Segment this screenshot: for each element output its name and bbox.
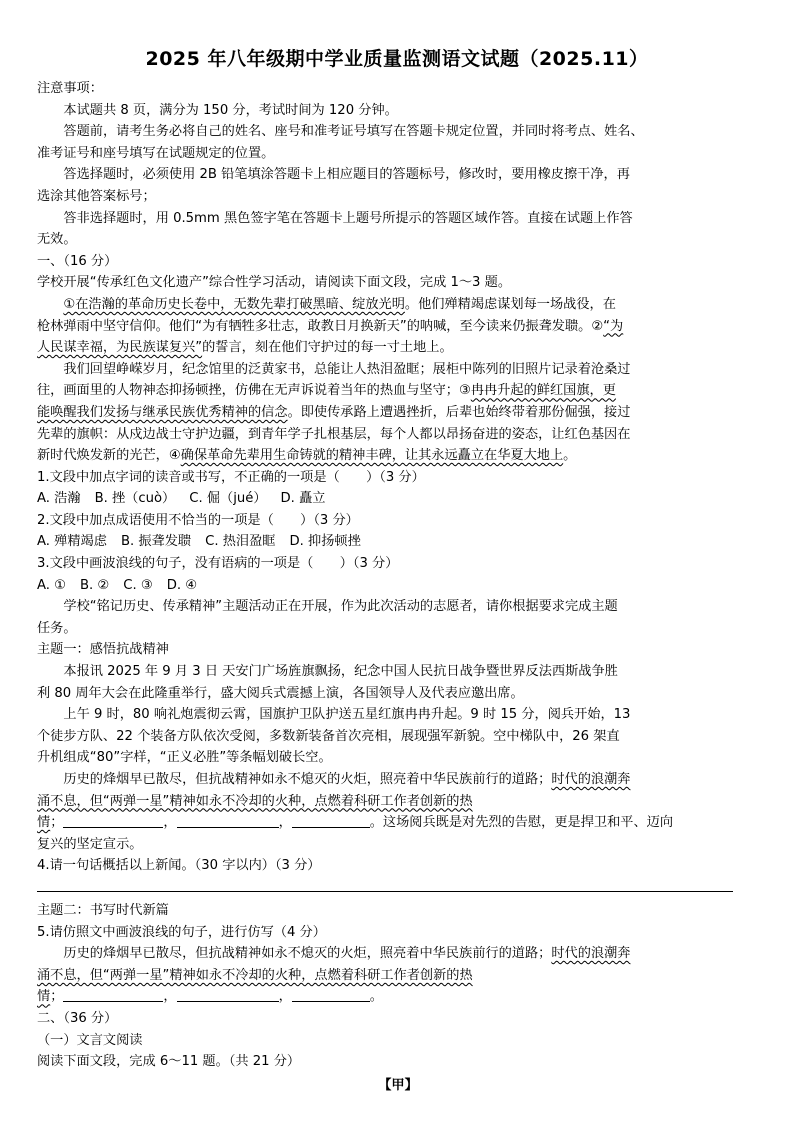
news-line-7 — [37, 791, 759, 813]
wavy-sentence-3-end: 能唤醒我们发扬与继承民族优秀精神的信念 — [37, 404, 288, 420]
passage-text: 的誓言，刻在他们守护过的每一寸土地上。 — [202, 340, 453, 356]
question-1-options — [37, 488, 759, 510]
notice-item-2b: 准考证号和座号填写在试题规定的位置。 — [37, 145, 275, 161]
wavy-sentence-q5-end: 情 — [37, 989, 51, 1005]
section-1-heading: 一、（16 分） — [37, 253, 118, 269]
passage-text: 新时代焕发新的光芒，④ — [37, 448, 181, 464]
passage-1-line-2 — [37, 316, 759, 338]
q5-text: ； — [50, 989, 64, 1005]
news-line-1: 本报讯 2025 年 9 月 3 日 天安门广场旌旗飘扬，纪念中国人民抗日战争暨世界反法西斯战争胜 — [63, 664, 618, 680]
section-2-heading: 二、（36 分） — [37, 1010, 118, 1026]
section-2-intro: 阅读下面文段，完成 6～11 题。（共 21 分） — [37, 1054, 301, 1070]
q5-blank-1[interactable] — [63, 987, 163, 1002]
wavy-sentence-news-mid: 涌不息，但“两弹一星”精神如永不冷却的火种，点燃着科研工作者创新的热 — [37, 793, 473, 809]
news-line-2: 利 80 周年大会在此隆重举行，盛大阅兵式震撼上演，各国领导人及代表应邀出席。 — [37, 685, 524, 701]
passage-1-line-3 — [37, 337, 759, 359]
news-text: 历史的烽烟早已散尽，但抗战精神如永不熄灭的火炬，照亮着中华民族前行的道路； — [63, 772, 552, 787]
wavy-sentence-3-start: 冉冉升起的鲜红国旗，更 — [470, 383, 616, 399]
option-c: C. ③ — [123, 577, 153, 593]
news-line-6 — [37, 769, 759, 791]
option-d: D. ④ — [166, 577, 198, 593]
notice-item-3b: 选涂其他答案标号； — [37, 188, 156, 204]
option-a: A. ① — [37, 577, 66, 593]
notice-item-4b: 无效。 — [37, 232, 77, 248]
option-a: A. 殚精竭虑 — [37, 534, 107, 550]
wavy-sentence-2-end: 人民谋幸福，为民族谋复兴” — [37, 340, 203, 356]
passage-text: 枪林弹雨中坚守信仰。他们“为有牺牲多壮志，敢教日月换新天”的呐喊，至今读来仍振聋发聩。② — [37, 318, 604, 334]
theme-2-heading: 主题二：书写时代新篇 — [37, 902, 169, 918]
passage-text: 。即使传承路上遭遇挫折，后辈也始终带着那份倔强，接过 — [287, 404, 631, 420]
wavy-sentence-q5-start: 时代的浪潮奔 — [551, 946, 631, 962]
news-line-8 — [37, 812, 759, 834]
passage-1-line-1 — [37, 294, 759, 316]
question-3-options — [37, 575, 759, 597]
wavy-sentence-4: 确保革命先辈用生命铸就的精神丰碑，让其永远矗立在华夏大地上 — [180, 448, 564, 464]
passage-text: 。他们殚精竭虑谋划每一场战役，在 — [404, 296, 616, 312]
q5-text: 。 — [369, 989, 383, 1005]
passage-2-line-4: 先辈的旗帜：从戍边战士守护边疆，到青年学子扎根基层，每个人都以昂扬奋进的姿态，让红色基因在 — [37, 426, 631, 442]
passage-2-line-3 — [37, 402, 759, 424]
news-text: 。这场阅兵既是对先烈的告慰，更是捍卫和平、迈向 — [369, 815, 674, 831]
q5-text: ， — [278, 989, 292, 1005]
option-c: C. 倔（jué） — [189, 491, 267, 507]
passage-label-jia: 【甲】 — [378, 1077, 418, 1093]
q5-text-line-1 — [37, 943, 759, 965]
option-b: B. ② — [80, 577, 110, 593]
wavy-sentence-news-end: 情 — [37, 815, 51, 831]
section-1-intro: 学校开展“传承红色文化遗产”综合性学习活动，请阅读下面文段，完成 1～3 题。 — [37, 275, 512, 291]
passage-text: 往，画面里的人物神态抑扬顿挫，仿佛在无声诉说着当年的热血与坚守；③ — [37, 383, 471, 399]
fill-blank-3[interactable] — [292, 813, 370, 828]
option-b: B. 挫（cuò） — [94, 491, 176, 507]
news-text: ； — [50, 815, 64, 831]
q5-text-line-3 — [37, 986, 759, 1008]
question-5: 5.请仿照文中画波浪线的句子，进行仿写（4 分） — [37, 924, 326, 940]
option-a: A. 浩瀚 — [37, 491, 81, 507]
wavy-sentence-2-start: “为 — [603, 318, 624, 334]
notice-heading: 注意事项： — [37, 81, 103, 96]
question-4: 4.请一句话概括以上新闻。（30 字以内）（3 分） — [37, 858, 321, 874]
fill-blank-2[interactable] — [177, 813, 279, 828]
answer-line-q4[interactable] — [37, 891, 733, 892]
theme-1-heading: 主题一：感悟抗战精神 — [37, 642, 169, 658]
wavy-sentence-1: ①在浩瀚的革命历史长卷中，无数先辈打破黑暗、绽放光明 — [63, 296, 405, 312]
notice-item-1: 本试题共 8 页，满分为 150 分，考试时间为 120 分钟。 — [63, 102, 398, 118]
page-title: 2025 年八年级期中学业质量监测语文试题（2025.11） — [145, 48, 649, 70]
q5-text: ， — [163, 989, 177, 1005]
exam-content — [37, 78, 759, 1096]
question-2-options — [37, 531, 759, 553]
news-line-4: 个徒步方队、22 个装备方队依次受阅，多数新装备首次亮相，展现强军新貌。空中梯队中，26 架直 — [37, 728, 620, 744]
q5-text-line-2 — [37, 965, 759, 987]
notice-item-3a: 答选择题时，必须使用 2B 铅笔填涂答题卡上相应题目的答题标号，修改时，要用橡皮擦干净，再 — [63, 167, 630, 183]
notice-item-4a: 答非选择题时，用 0.5mm 黑色签字笔在答题卡上题号所提示的答题区域作答。直接在试题上作答 — [63, 210, 633, 226]
option-c: C. 热泪盈眶 — [205, 534, 276, 550]
activity-intro-b: 任务。 — [37, 620, 77, 636]
q5-blank-3[interactable] — [292, 987, 370, 1002]
option-d: D. 抑扬顿挫 — [289, 534, 361, 550]
q5-blank-2[interactable] — [177, 987, 279, 1002]
fill-blank-1[interactable] — [63, 813, 163, 828]
notice-item-2a: 答题前，请考生务必将自己的姓名、座号和准考证号填写在答题卡规定位置，并同时将考点、姓名、 — [63, 124, 644, 140]
passage-2-line-2 — [37, 380, 759, 402]
news-text: ， — [278, 815, 292, 831]
news-line-9: 复兴的坚定宣示。 — [37, 836, 143, 852]
section-2-subheading: （一）文言文阅读 — [37, 1032, 143, 1048]
passage-2-line-5 — [37, 445, 759, 467]
option-d: D. 矗立 — [280, 491, 326, 507]
wavy-sentence-news-start: 时代的浪潮奔 — [551, 772, 631, 787]
question-1: 1.文段中加点字词的读音或书写，不正确的一项是（ ）（3 分） — [37, 469, 425, 485]
news-line-5: 升机组成“80”字样，“正义必胜”等条幅划破长空。 — [37, 750, 332, 766]
question-2: 2.文段中加点成语使用不恰当的一项是（ ）（3 分） — [37, 512, 359, 528]
option-b: B. 振聋发聩 — [120, 534, 192, 550]
activity-intro-a: 学校“铭记历史、传承精神”主题活动正在开展，作为此次活动的志愿者，请你根据要求完成主题 — [63, 599, 618, 615]
q5-text: 历史的烽烟早已散尽，但抗战精神如永不熄灭的火炬，照亮着中华民族前行的道路； — [63, 946, 552, 962]
news-line-3: 上午 9 时，80 响礼炮震彻云霄，国旗护卫队护送五星红旗冉冉升起。9 时 15 分，阅兵开始，13 — [63, 707, 631, 723]
passage-text: 。 — [563, 448, 577, 464]
passage-2-line-1: 我们回望峥嵘岁月，纪念馆里的泛黄家书，总能让人热泪盈眶；展柜中陈列的旧照片记录着沧桑过 — [63, 361, 631, 377]
news-text: ， — [163, 815, 177, 831]
wavy-sentence-q5-mid: 涌不息，但“两弹一星”精神如永不冷却的火种，点燃着科研工作者创新的热 — [37, 967, 473, 983]
question-3: 3.文段中画波浪线的句子，没有语病的一项是（ ）（3 分） — [37, 556, 399, 572]
